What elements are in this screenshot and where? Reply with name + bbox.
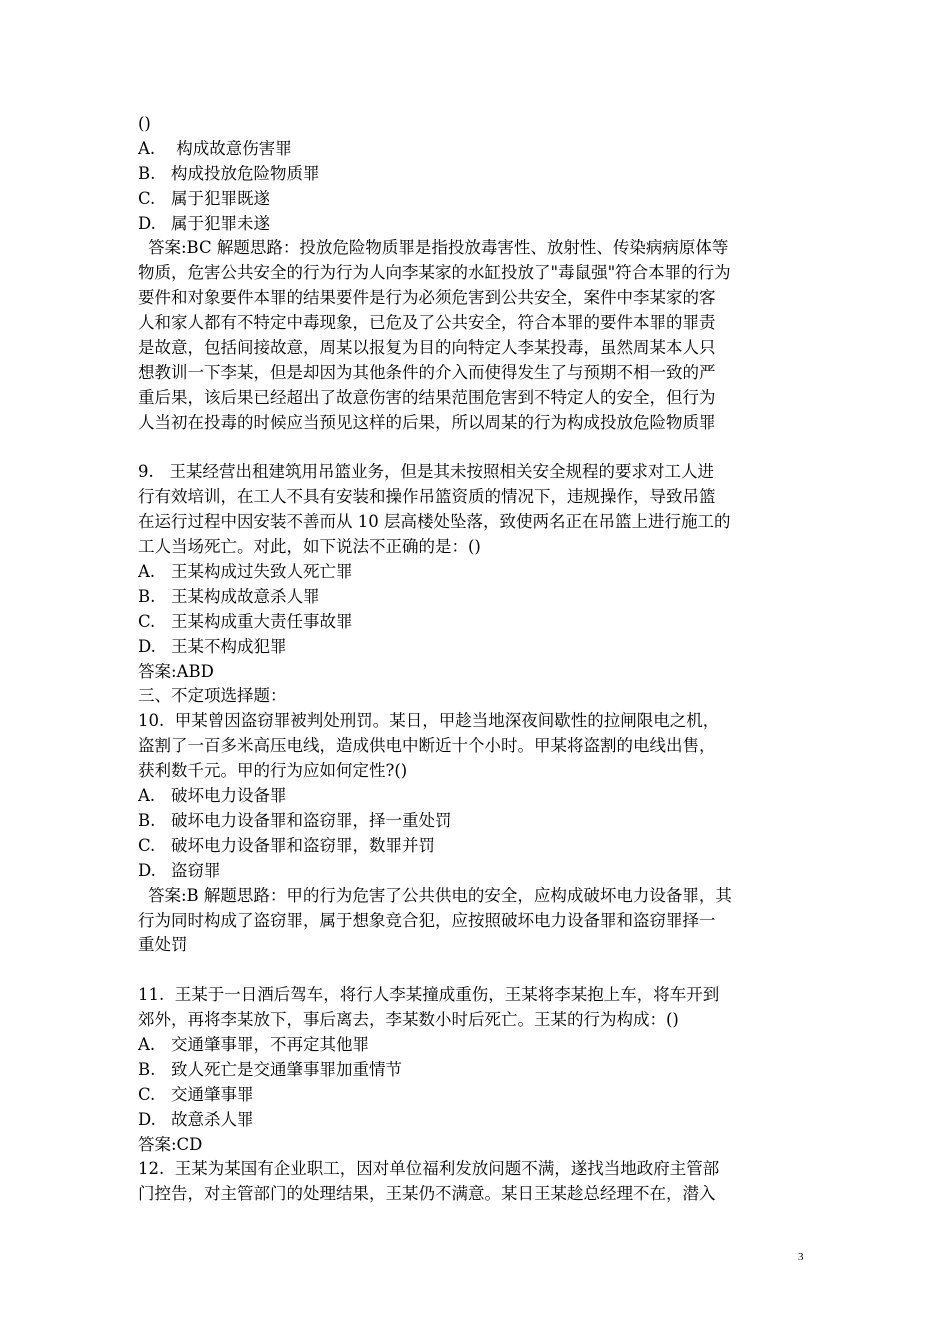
text-line: () <box>138 114 151 133</box>
option-text: 王某构成过失致人死亡罪 <box>171 562 353 582</box>
document-body <box>138 112 828 1207</box>
option-key: A. <box>138 1034 156 1054</box>
option-text: 交通肇事罪 <box>171 1084 254 1104</box>
option-text: 盗窃罪 <box>171 860 221 880</box>
answer-option <box>138 187 828 212</box>
page-number: 3 <box>798 1251 804 1263</box>
option-key: D. <box>138 636 156 656</box>
answer-option <box>138 859 828 884</box>
option-key: C. <box>138 1084 156 1104</box>
text-line: 想教训一下李某，但是却因为其他条件的介入而使得发生了与预期不相一致的严 <box>138 362 716 382</box>
blank-line <box>138 958 828 983</box>
option-key: C. <box>138 835 156 855</box>
answer-option <box>138 212 828 237</box>
text-line: 答案:BC 解题思路：投放危险物质罪是指投放毒害性、放射性、传染病病原体等 <box>148 238 729 258</box>
text-line: 是故意，包括间接故意，周某以报复为目的向特定人李某投毒，虽然周某本人只 <box>138 338 716 358</box>
text-line: 工人当场死亡。对此，如下说法不正确的是：() <box>138 537 481 557</box>
answer-option <box>138 635 828 660</box>
text-line: 要件和对象要件本罪的结果要件是行为必须危害到公共安全，案件中李某家的客 <box>138 288 716 308</box>
option-text: 属于犯罪未遂 <box>171 213 270 233</box>
text-line: 重后果，该后果已经超出了故意伤害的结果范围危害到不特定人的安全，但行为 <box>138 387 716 407</box>
option-key: A. <box>138 138 156 158</box>
answer-option <box>138 137 828 162</box>
option-text: 致人死亡是交通肇事罪加重情节 <box>171 1059 402 1079</box>
answer-option <box>138 1083 828 1108</box>
text-line: 在运行过程中因安装不善而从 10 层高楼处坠落，致使两名正在吊篮上进行施工的 <box>138 512 731 532</box>
text-line: 行有效培训，在工人不具有安装和操作吊篮资质的情况下，违规操作，导致吊篮 <box>138 487 716 507</box>
text-line: 重处罚 <box>138 935 188 955</box>
option-text: 破坏电力设备罪和盗窃罪，择一重处罚 <box>171 810 452 830</box>
option-text: 王某不构成犯罪 <box>171 636 287 656</box>
option-text: 构成故意伤害罪 <box>171 138 292 158</box>
text-line: 9. 王某经营出租建筑用吊篮业务，但是其未按照相关安全规程的要求对工人进 <box>138 462 714 482</box>
option-text: 王某构成重大责任事故罪 <box>171 611 353 631</box>
answer-option <box>138 809 828 834</box>
option-key: D. <box>138 213 156 233</box>
option-key: D. <box>138 1109 156 1129</box>
option-key: C. <box>138 611 156 631</box>
text-line: 10. 甲某曾因盗窃罪被判处刑罚。某日，甲趁当地深夜间歇性的拉闸限电之机， <box>138 711 720 731</box>
option-key: D. <box>138 860 156 880</box>
answer-option <box>138 162 828 187</box>
option-text: 破坏电力设备罪和盗窃罪，数罪并罚 <box>171 835 435 855</box>
answer-option <box>138 1058 828 1083</box>
text-line: 人和家人都有不特定中毒现象，已危及了公共安全，符合本罪的要件本罪的罪责 <box>138 313 716 333</box>
text-line: 11. 王某于一日酒后驾车，将行人李某撞成重伤，王某将李某抱上车，将车开到 <box>138 985 720 1005</box>
option-text: 破坏电力设备罪 <box>171 786 287 806</box>
answer-option <box>138 1108 828 1133</box>
option-text: 故意杀人罪 <box>171 1109 254 1129</box>
answer-option <box>138 1033 828 1058</box>
blank-line <box>138 436 828 461</box>
option-text: 构成投放危险物质罪 <box>171 163 320 183</box>
answer-option <box>138 610 828 635</box>
text-line: 三、不定项选择题： <box>138 686 287 706</box>
answer-option <box>138 834 828 859</box>
option-key: A. <box>138 786 156 806</box>
option-key: B. <box>138 810 156 830</box>
text-line: 答案:ABD <box>138 661 214 681</box>
text-line: 12. 王某为某国有企业职工，因对单位福利发放问题不满，遂找当地政府主管部 <box>138 1159 720 1179</box>
text-line: 答案:CD <box>138 1134 203 1154</box>
text-line: 物质，危害公共安全的行为行为人向李某家的水缸投放了"毒鼠强"符合本罪的行为 <box>138 263 731 283</box>
option-key: B. <box>138 1059 156 1079</box>
text-line: 获利数千元。甲的行为应如何定性?() <box>138 761 408 781</box>
option-key: A. <box>138 562 156 582</box>
option-text: 交通肇事罪，不再定其他罪 <box>171 1034 369 1054</box>
text-line: 盗割了一百多米高压电线，造成供电中断近十个小时。甲某将盗割的电线出售， <box>138 736 716 756</box>
text-line: 答案:B 解题思路：甲的行为危害了公共供电的安全，应构成破坏电力设备罪，其 <box>148 885 732 905</box>
text-line: 郊外，再将李某放下，事后离去，李某数小时后死亡。王某的行为构成：() <box>138 1010 679 1030</box>
option-text: 属于犯罪既遂 <box>171 188 270 208</box>
answer-option <box>138 560 828 585</box>
answer-option <box>138 784 828 809</box>
text-line: 门控告，对主管部门的处理结果，王某仍不满意。某日王某趁总经理不在，潜入 <box>138 1184 716 1204</box>
option-key: B. <box>138 586 156 606</box>
option-key: B. <box>138 163 156 183</box>
option-text: 王某构成故意杀人罪 <box>171 586 320 606</box>
text-line: 行为同时构成了盗窃罪，属于想象竞合犯，应按照破坏电力设备罪和盗窃罪择一 <box>138 910 716 930</box>
option-key: C. <box>138 188 156 208</box>
text-line: 人当初在投毒的时候应当预见这样的后果，所以周某的行为构成投放危险物质罪 <box>138 412 716 432</box>
answer-option <box>138 585 828 610</box>
